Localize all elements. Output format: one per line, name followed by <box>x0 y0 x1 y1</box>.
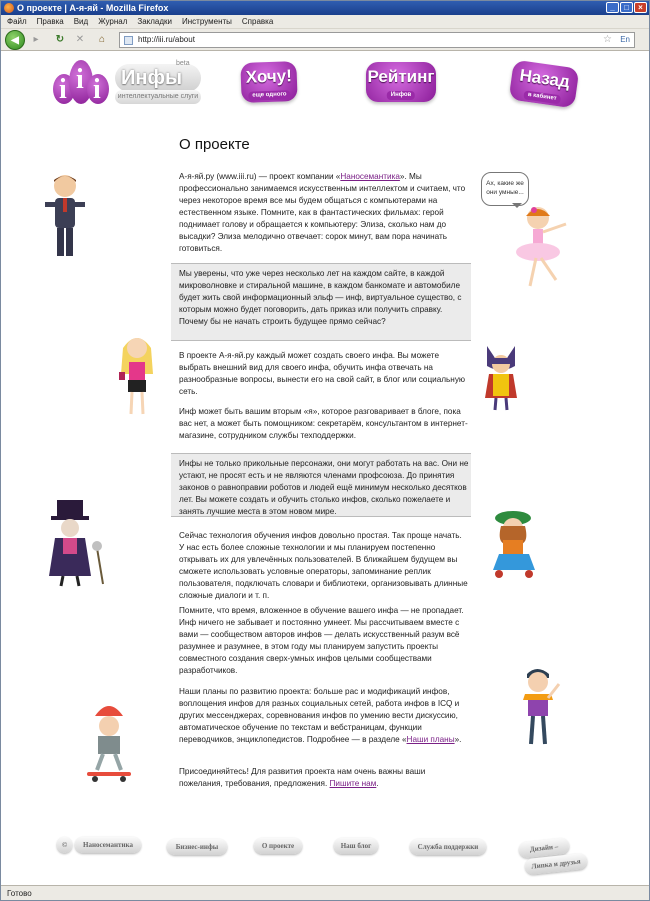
rating-button[interactable] <box>366 62 436 102</box>
footer-business-infy-link[interactable]: Бизнес-инфы <box>167 839 227 855</box>
url-text: http://iii.ru/about <box>138 35 195 44</box>
firefox-icon <box>4 3 14 13</box>
footer-nanosemantika-link[interactable]: Наносемантика <box>75 837 141 853</box>
paragraph-plans <box>179 686 469 746</box>
want-sub: еще одного <box>248 90 290 100</box>
home-icon[interactable]: ⌂ <box>98 34 106 45</box>
menu-file[interactable]: Файл <box>7 17 27 26</box>
stop-icon[interactable]: ✕ <box>75 34 85 45</box>
footer <box>1 832 649 882</box>
url-bar[interactable] <box>119 32 635 48</box>
forward-button[interactable]: ▸ <box>33 34 39 45</box>
join-text-end: . <box>376 779 379 788</box>
plans-text-end: ». <box>454 735 462 744</box>
businessman-character-icon <box>41 172 89 262</box>
menu-edit[interactable]: Правка <box>36 17 64 26</box>
back-button[interactable]: ◀ <box>5 30 25 50</box>
intro-paragraph <box>179 171 469 255</box>
close-button[interactable]: × <box>634 2 647 13</box>
language-indicator[interactable]: En <box>620 35 630 44</box>
green-hat-girl-character-icon <box>489 508 539 582</box>
speech-bubble: Ах, какие же они умные... <box>481 172 529 206</box>
rating-sub: Инфов <box>387 91 415 100</box>
navigation-toolbar <box>1 29 649 51</box>
page-content <box>1 52 649 885</box>
footer-blog-link[interactable]: Наш блог <box>334 838 378 854</box>
menu-history[interactable]: Журнал <box>98 17 128 26</box>
intro-text-end: ». Мы профессионально занимаемся искусственным интеллектом и считаем, что через некоторое время все мы будем общаться с компьютерами на естественном языке. Помните, как в фантастических фильмах: герой поднимает голову и обращается к компьютеру: Элиза, сколько нам до высадки? Элиза мелодично отвечает: сорок минут, вам пора начинать готовиться. <box>179 172 466 253</box>
paragraph-create: В проекте А-я-яй.ру каждый может создать своего инфа. Вы можете выбрать внешний вид для своего инфа, обучить инфа отвечать на разнообразные вопросы, вынести его на свой сайт, в блог или социальную сеть. <box>179 351 466 396</box>
plans-text: Наши планы по развитию проекта: больше рас и модификаций инфов, воплощения инфов для разных социальных сетей, работа инфов в ICQ и других мессенджерах, соревнования инфов по умению вести дискуссию, автоматическое обучение по текстам и вебстраницам, функции переводчиков, энциклопедистов. Подробнее — в разделе « <box>179 687 460 744</box>
bat-character-icon <box>481 342 521 412</box>
grey-paragraph-1: Мы уверены, что уже через несколько лет на каждом сайте, в каждой микроволновке и стиральной машине, в каждом банкомате и автомобиле будет жить свой информационный эльф — инф, виртуальное существо, с которым можно будет поговорить, дать приказ или получить справку. Почему бы не начать строить будущее прямо сейчас? <box>179 269 462 326</box>
window-title: О проекте | А-я-яй - Mozilla Firefox <box>17 3 169 13</box>
logo-tagline: интеллектуальные слуги <box>115 90 201 104</box>
footer-support-link[interactable]: Служба поддержки <box>410 839 486 855</box>
grey-paragraph-2: Инфы не только прикольные персонажи, они могут работать на вас. Они не устают, не просят есть и не являются членами профсоюза. До принятия законов о равноправии роботов и людей ещё минимум несколько десятков лет. Вы можете создать и обучить столько инфов, сколько пожелаете и занять лучшие места в этом новом мире. <box>179 459 469 516</box>
maximize-button[interactable]: □ <box>620 2 633 13</box>
footer-design-credit[interactable]: Дизайн – <box>518 837 569 858</box>
scarf-boy-character-icon <box>513 664 563 750</box>
menu-bar <box>1 15 649 29</box>
footer-about-link[interactable]: О проекте <box>254 838 302 854</box>
back-label: Назад <box>518 65 572 92</box>
paragraph-technology: Сейчас технология обучения инфов довольно простая. Так проще начать. У нас есть более сложные технологии и мы планируем постепенно открывать их для увлечённых пользователей. В ближайшем будущем вы сможете использовать условные операторы, запоминание реплик пользователя, подключать словари и библиотеки, организовывать длинные сложные диалоги и т. п. <box>179 531 468 600</box>
want-label: Хочу! <box>245 66 293 87</box>
write-us-link[interactable]: Пишите нам <box>329 779 377 788</box>
page-title: О проекте <box>179 136 250 153</box>
status-bar: Готово <box>1 885 649 901</box>
ballerina-character-icon <box>506 202 576 292</box>
minimize-button[interactable]: _ <box>606 2 619 13</box>
top-hat-character-icon <box>43 498 107 590</box>
our-plans-link[interactable]: Наши планы <box>406 735 455 744</box>
blonde-girl-character-icon <box>115 332 159 418</box>
skateboarder-character-icon <box>81 704 137 784</box>
back-sub: в кабинет <box>523 90 561 104</box>
paragraph-time: Помните, что время, вложенное в обучение вашего инфа — не пропадает. Инф ничего не забывает и постоянно умнеет. Мы рассчитываем вместе с вами — сообществом авторов инфов — делать искусственный разум всё разумнее и разумнее, в этом году мы планируем запустить проекты совместного создания сверх-умных инфов целыми сообществами разработчиков. <box>179 606 464 675</box>
rating-label: Рейтинг <box>367 67 435 86</box>
footer-design-credit-2[interactable]: Липка и друзья <box>524 853 587 875</box>
nanosemantika-link[interactable]: Наносемантика <box>340 172 400 181</box>
want-button[interactable] <box>240 61 297 103</box>
menu-tools[interactable]: Инструменты <box>182 17 232 26</box>
back-to-cabinet-button[interactable] <box>509 60 580 109</box>
join-text: Присоединяйтесь! Для развития проекта нам очень важны ваши пожелания, требования, предложения. <box>179 767 426 788</box>
menu-help[interactable]: Справка <box>241 17 274 26</box>
logo-wordmark[interactable]: Инфы <box>115 64 201 92</box>
logo-icon[interactable]: i i i <box>53 60 109 106</box>
bookmark-star-icon[interactable]: ☆ <box>603 34 612 45</box>
menu-view[interactable]: Вид <box>73 17 89 26</box>
reload-icon[interactable]: ↻ <box>55 34 65 45</box>
intro-text-start: А-я-яй.ру (www.iii.ru) — проект компании « <box>179 172 341 181</box>
page-favicon-icon <box>124 36 133 45</box>
title-bar <box>1 1 649 15</box>
paragraph-second-self: Инф может быть вашим вторым «я», которое разговаривает в блоге, пока вас нет, а может быть помощником: секретарём, консультантом в интернет-магазине, сотрудником службы техподдержки. <box>179 407 468 440</box>
paragraph-join <box>179 766 469 790</box>
menu-bookmarks[interactable]: Закладки <box>137 17 173 26</box>
copyright-badge: © <box>57 837 72 853</box>
beta-label: beta <box>176 60 190 67</box>
